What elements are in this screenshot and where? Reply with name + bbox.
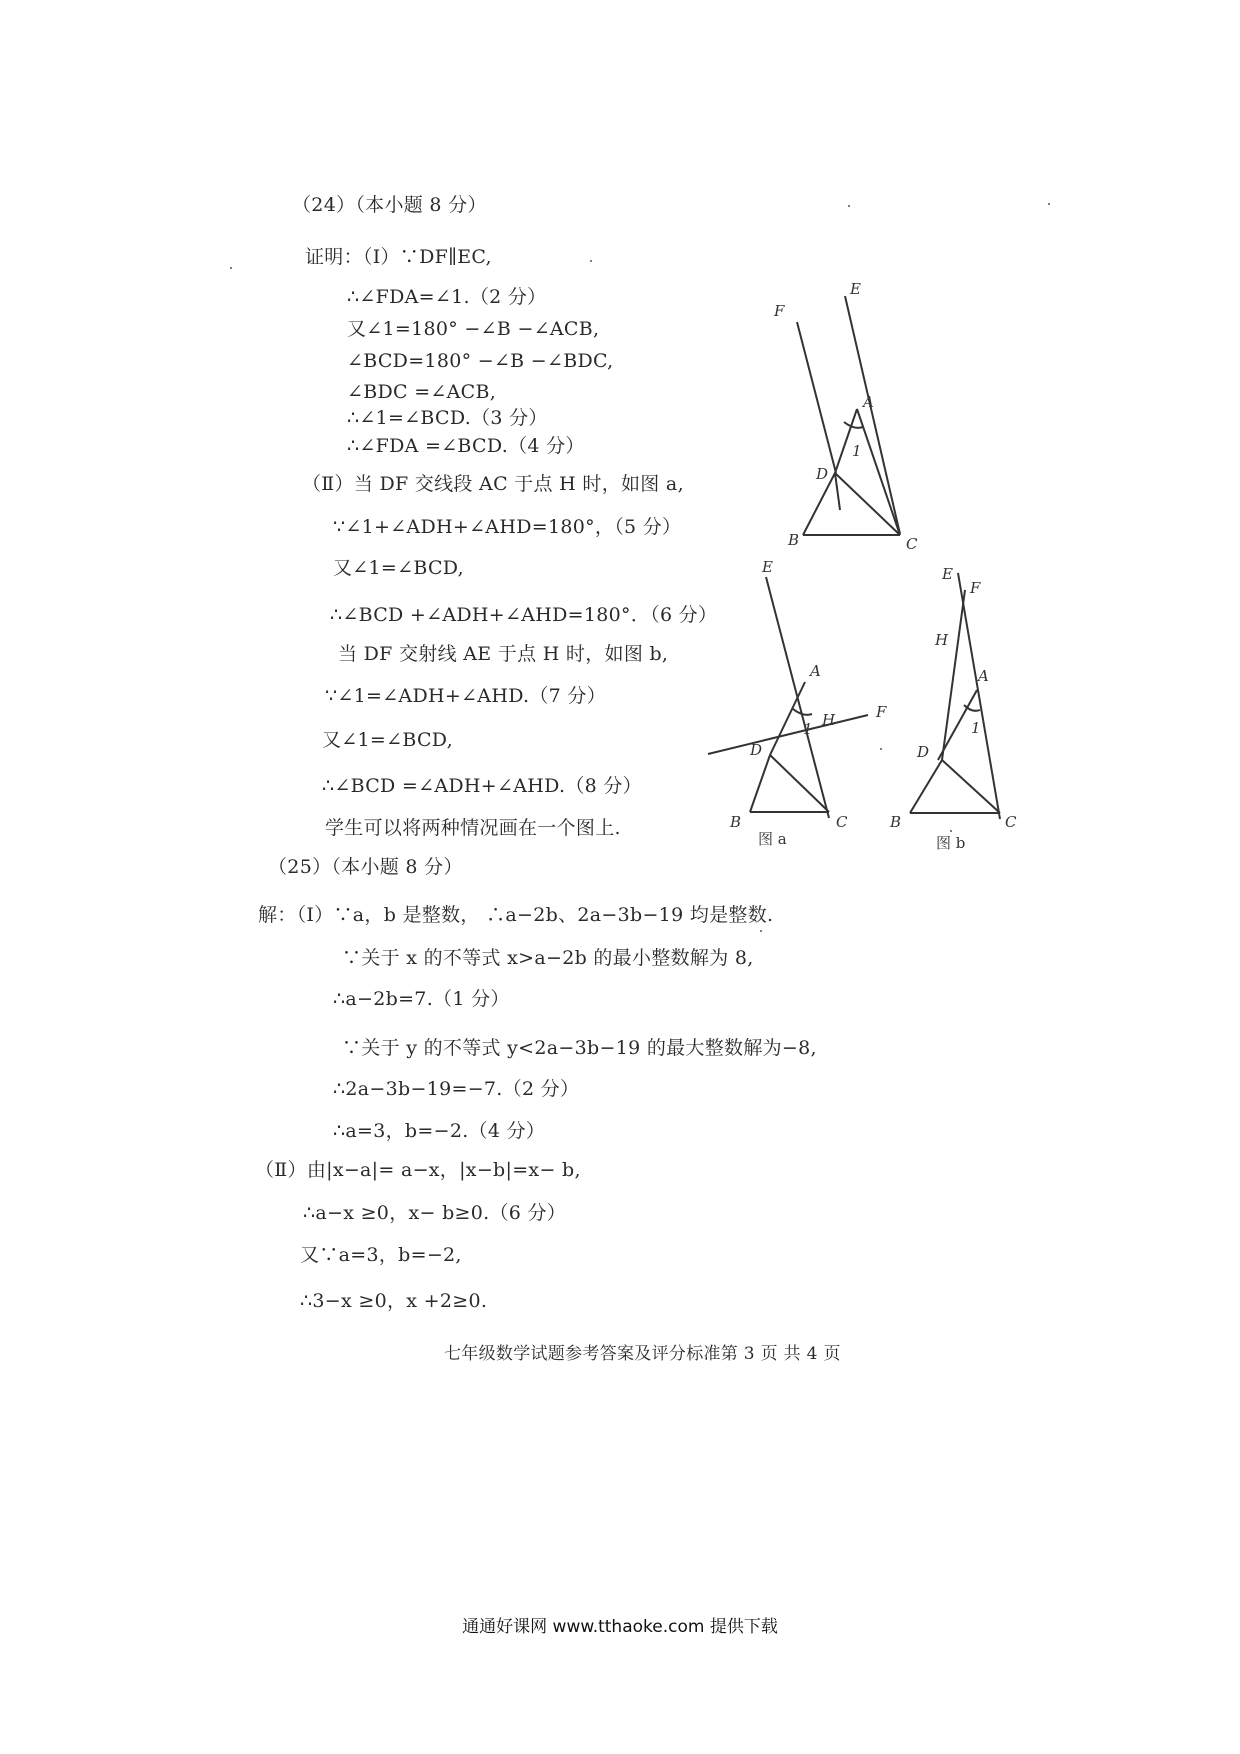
problem25-header: （25）（本小题 8 分）: [268, 856, 463, 878]
problem24-line: （Ⅱ）当 DF 交线段 AC 于点 H 时，如图 a,: [302, 473, 684, 495]
scan-speck: [848, 205, 850, 207]
figb-label-C: C: [1005, 813, 1017, 831]
problem25-line: ∵关于 y 的不等式 y<2a−3b−19 的最大整数解为−8,: [342, 1037, 817, 1059]
page-footer: 七年级数学试题参考答案及评分标准第 3 页 共 4 页: [444, 1344, 841, 1364]
figb-label-D: D: [917, 743, 930, 761]
problem25-line: 解：（Ⅰ）∵a，b 是整数， ∴a−2b、2a−3b−19 均是整数.: [258, 904, 774, 926]
figa-label-F: F: [876, 703, 887, 721]
problem24-line: 又∠1=∠BCD,: [333, 557, 464, 579]
problem24-line: ∠BCD=180° −∠B −∠BDC,: [347, 350, 614, 372]
figb-label-1: 1: [971, 719, 981, 737]
figb-label-A: A: [978, 667, 989, 685]
problem25-line: 又∵a=3，b=−2,: [300, 1244, 462, 1266]
figb-label-F: F: [970, 579, 981, 597]
figa-caption: 图 a: [758, 830, 787, 848]
scan-speck: [230, 267, 232, 269]
problem24-line: ∴∠1=∠BCD.（3 分）: [347, 407, 548, 429]
problem25-line: （Ⅱ）由|x−a|= a−x，|x−b|=x− b,: [255, 1159, 581, 1181]
geometry-figure-1: [760, 282, 940, 557]
problem25-line: ∴a−x ≥0，x− b≥0.（6 分）: [303, 1202, 567, 1224]
figa-label-B: B: [730, 813, 742, 831]
scan-speck: [1048, 203, 1050, 205]
fig1-label-A: A: [863, 393, 874, 411]
fig1-label-F: F: [774, 302, 785, 320]
figa-label-C: C: [836, 813, 848, 831]
problem25-line: ∴2a−3b−19=−7.（2 分）: [333, 1078, 580, 1100]
fig1-label-D: D: [816, 465, 829, 483]
problem24-line: ∴∠FDA =∠BCD.（4 分）: [347, 435, 585, 457]
problem24-line: 当 DF 交射线 AE 于点 H 时，如图 b,: [338, 643, 669, 665]
problem24-line: ∴∠BCD =∠ADH+∠AHD.（8 分）: [322, 775, 642, 797]
figb-label-H: H: [935, 631, 949, 649]
download-watermark: 通通好课网 www.tthaoke.com 提供下载: [462, 1617, 778, 1637]
figb-label-B: B: [890, 813, 902, 831]
problem25-line: ∴a−2b=7.（1 分）: [333, 988, 510, 1010]
problem24-line: 证明：（Ⅰ）∵DF∥EC,: [305, 246, 492, 268]
fig1-label-B: B: [788, 531, 800, 549]
problem24-line: ∵∠1=∠ADH+∠AHD.（7 分）: [325, 685, 607, 707]
scan-speck: [880, 748, 882, 750]
problem24-line: ∵∠1+∠ADH+∠AHD=180°，（5 分）: [333, 516, 682, 538]
scan-speck: [760, 930, 762, 932]
figa-label-A: A: [810, 662, 821, 680]
fig1-label-1: 1: [852, 442, 862, 460]
problem25-line: ∵关于 x 的不等式 x>a−2b 的最小整数解为 8,: [342, 947, 754, 969]
scan-speck: [950, 830, 952, 832]
figa-label-D: D: [750, 741, 763, 759]
problem24-line: 学生可以将两种情况画在一个图上.: [325, 817, 621, 839]
geometry-figure-b: [880, 555, 1030, 855]
figa-label-E: E: [762, 558, 773, 576]
fig1-label-C: C: [906, 535, 918, 553]
problem24-header: （24）（本小题 8 分）: [292, 194, 487, 216]
figa-label-1: 1: [803, 720, 813, 738]
problem25-line: ∴a=3，b=−2.（4 分）: [333, 1120, 546, 1142]
problem24-line: ∴∠FDA=∠1.（2 分）: [347, 286, 547, 308]
figa-label-H: H: [822, 711, 836, 729]
problem24-line: ∠BDC =∠ACB,: [347, 381, 497, 403]
scan-speck: [590, 260, 592, 262]
geometry-figure-a: [700, 555, 900, 855]
figb-label-E: E: [942, 565, 953, 583]
figb-caption: 图 b: [936, 834, 966, 852]
problem24-line: 又∠1=∠BCD,: [322, 729, 453, 751]
problem24-line: 又∠1=180° −∠B −∠ACB,: [347, 318, 600, 340]
fig1-label-E: E: [850, 282, 861, 298]
problem25-line: ∴3−x ≥0，x +2≥0.: [300, 1290, 488, 1312]
problem24-line: ∴∠BCD +∠ADH+∠AHD=180°．（6 分）: [330, 604, 718, 626]
